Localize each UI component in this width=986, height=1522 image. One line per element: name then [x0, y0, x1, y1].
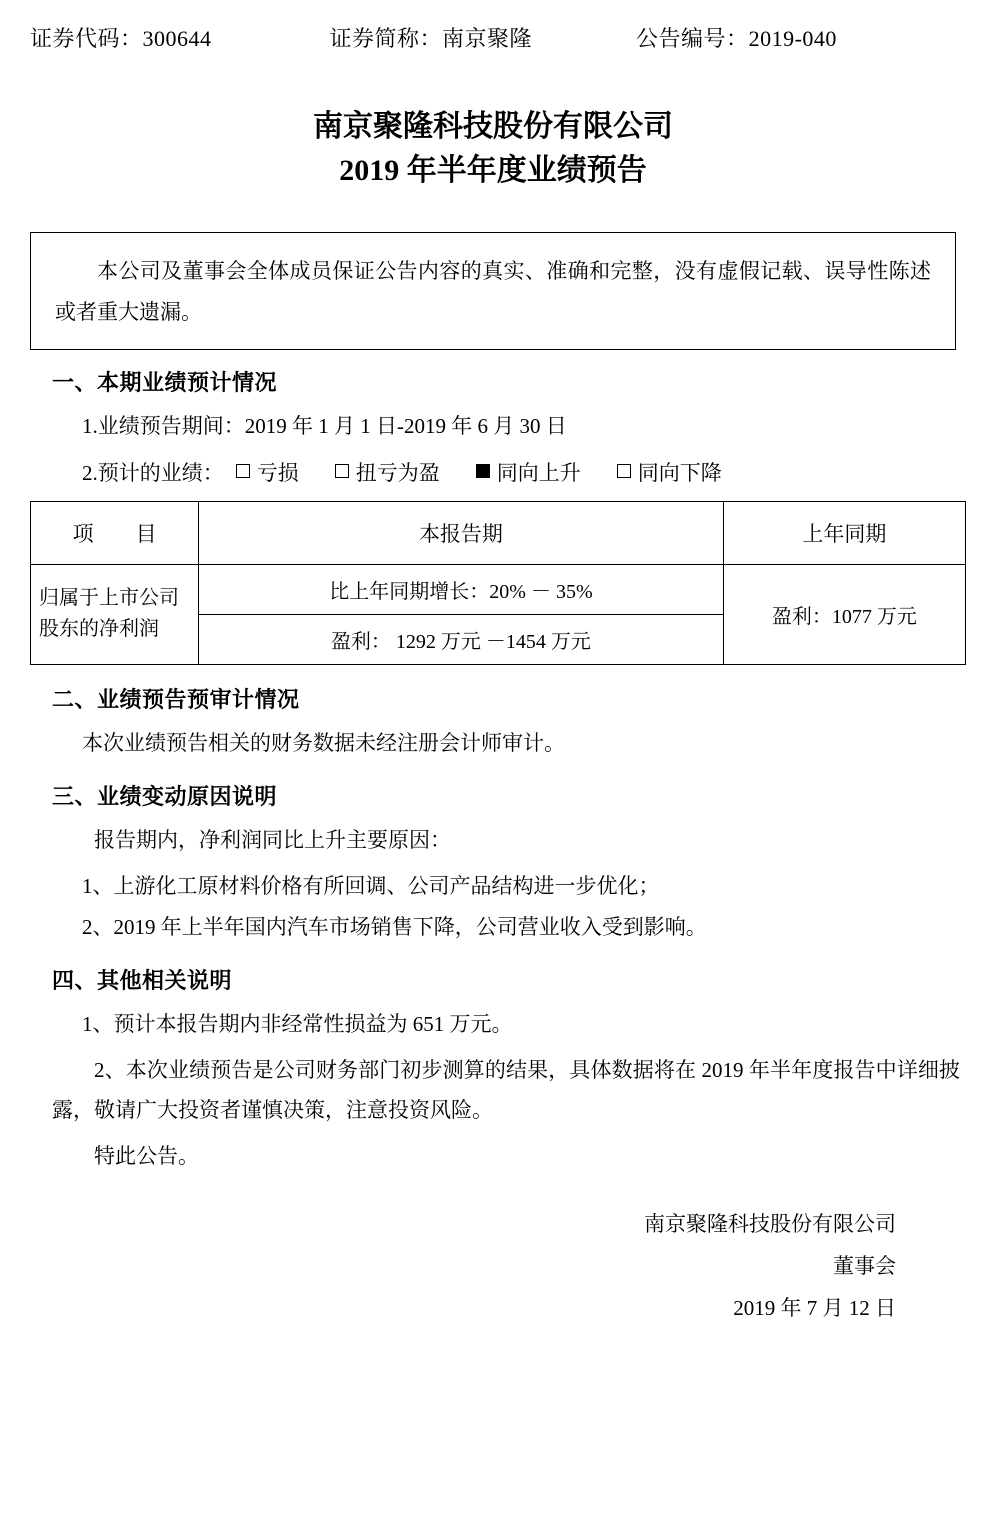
- option-same-direction-up[interactable]: [476, 457, 581, 487]
- option-loss-label: 亏损: [256, 460, 299, 485]
- signature-block: [26, 1203, 960, 1329]
- notice-number: [636, 22, 837, 53]
- table-header-item: 项 目: [31, 501, 199, 564]
- title-line-subject: 2019 年半年度业绩预告: [339, 153, 647, 187]
- option-turnaround[interactable]: [335, 457, 440, 487]
- option-same-direction-up-label: 同向上升: [496, 460, 581, 485]
- page-title: [26, 105, 960, 192]
- disclaimer-box: [30, 232, 956, 350]
- table-row: [31, 564, 966, 614]
- signature-company: 南京聚隆科技股份有限公司: [644, 1211, 896, 1236]
- financial-forecast-table: [30, 501, 966, 665]
- announcement-closing: 特此公告。: [94, 1144, 199, 1168]
- security-code-label: 证券代码：: [30, 26, 143, 51]
- security-name-value: 南京聚隆: [442, 26, 533, 51]
- other-note-1: 1、预计本报告期内非经常性损益为 651 万元。: [82, 1012, 513, 1037]
- checkbox-turnaround-icon[interactable]: [335, 464, 349, 478]
- security-code-value: 300644: [142, 26, 212, 51]
- security-name-label: 证券简称：: [329, 26, 443, 51]
- table-header-current: 本报告期: [199, 501, 724, 564]
- checkbox-same-direction-down-icon[interactable]: [617, 464, 631, 478]
- previous-period-profit: 盈利：1077 万元: [723, 564, 965, 664]
- forecast-period: 1.业绩预告期间：2019 年 1 月 1 日-2019 年 6 月 30 日: [82, 413, 567, 438]
- row-label-net-profit: 归属于上市公司股东的净利润: [31, 564, 199, 664]
- change-reason-1: 1、上游化工原材料价格有所回调、公司产品结构进一步优化；: [82, 873, 660, 898]
- change-reason-lead: 报告期内，净利润同比上升主要原因：: [94, 827, 451, 852]
- title-line-company: 南京聚隆科技股份有限公司: [313, 110, 673, 143]
- notice-number-label: 公告编号：: [636, 26, 749, 51]
- section-heading-1: 一、本期业绩预计情况: [52, 369, 278, 395]
- security-name: [330, 22, 533, 53]
- option-turnaround-label: 扭亏为盈: [355, 460, 440, 485]
- forecast-result-label: 2.预计的业绩：: [82, 460, 224, 485]
- table-header-row: [31, 501, 966, 564]
- option-same-direction-down[interactable]: [617, 457, 722, 487]
- security-code: [30, 22, 212, 53]
- option-loss[interactable]: [236, 457, 299, 487]
- disclaimer-text: 本公司及董事会全体成员保证公告内容的真实、准确和完整，没有虚假记载、误导性陈述或者重大遗漏。: [55, 259, 931, 324]
- current-profit-range: 盈利： 1292 万元 －1454 万元: [199, 614, 724, 664]
- forecast-result-options: [26, 457, 960, 487]
- current-growth-range: 比上年同期增长：20% － 35%: [199, 564, 724, 614]
- checkbox-same-direction-up-icon[interactable]: [476, 464, 490, 478]
- section-heading-4: 四、其他相关说明: [52, 968, 233, 994]
- section-heading-2: 二、业绩预告预审计情况: [52, 686, 300, 712]
- notice-number-value: 2019-040: [748, 26, 837, 51]
- change-reason-2: 2、2019 年上半年国内汽车市场销售下降，公司营业收入受到影响。: [82, 915, 707, 940]
- signature-date: 2019 年 7 月 12 日: [733, 1295, 896, 1320]
- table-header-previous: 上年同期: [723, 501, 965, 564]
- audit-status-text: 本次业绩预告相关的财务数据未经注册会计师审计。: [82, 730, 565, 755]
- checkbox-loss-icon[interactable]: [236, 464, 250, 478]
- signature-board: 董事会: [833, 1253, 896, 1278]
- section-heading-3: 三、业绩变动原因说明: [52, 783, 278, 809]
- other-note-2: 2、本次业绩预告是公司财务部门初步测算的结果，具体数据将在 2019 年半年度报告中详细披露，敬请广大投资者谨慎决策，注意投资风险。: [52, 1058, 960, 1123]
- document-header: [26, 22, 960, 53]
- option-same-direction-down-label: 同向下降: [637, 460, 722, 485]
